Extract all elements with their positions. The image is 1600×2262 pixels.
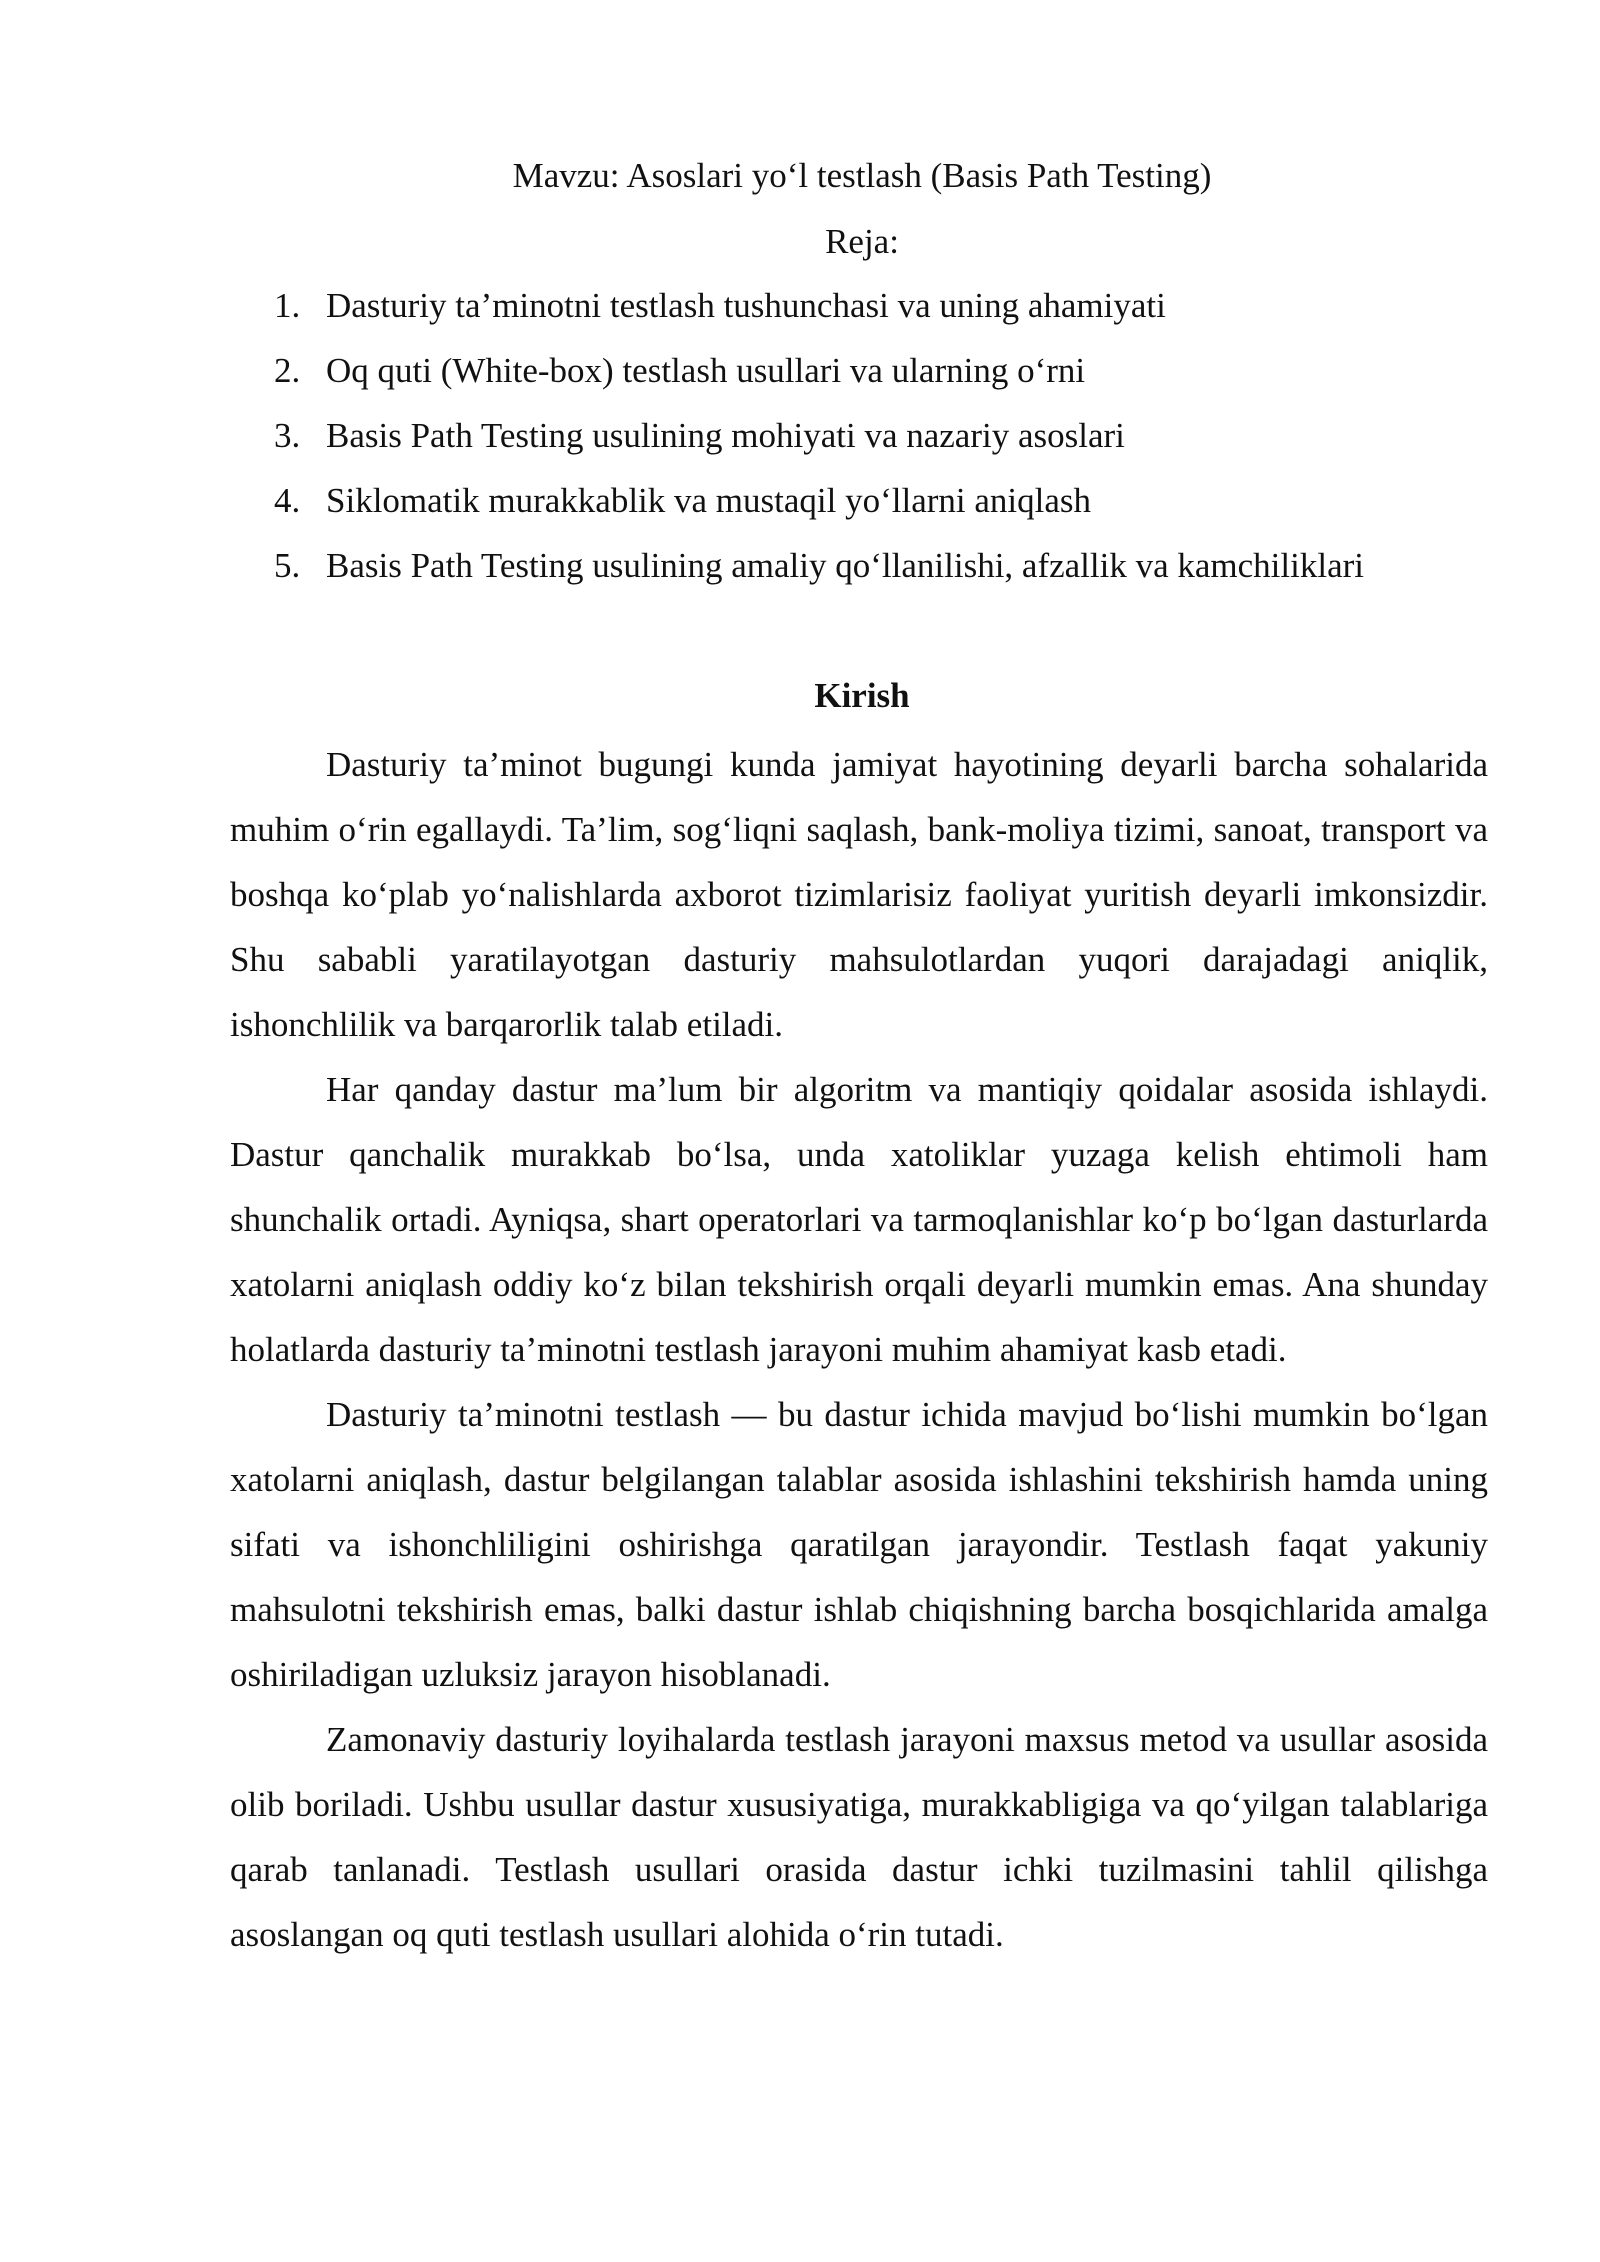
plan-heading: Reja:	[825, 222, 899, 261]
plan-item	[274, 410, 1364, 475]
plan-item-text: Dasturiy ta’minotni testlash tushunchasi va uning ahamiyati	[326, 286, 1166, 325]
body-text	[230, 732, 1488, 1967]
plan-item	[274, 280, 1364, 345]
paragraph: Dasturiy ta’minot bugungi kunda jamiyat hayotining deyarli barcha sohalarida muhim o‘rin egallaydi. Ta’lim, sog‘liqni saqlash, bank-moliya tizimi, sanoat, transport va boshqa ko‘plab yo‘nalishlarda axborot tizimlarisiz faoliyat yuritish deyarli imkonsizdir. Shu sababli yaratilayotgan dasturiy mahsulotlardan yuqori darajadagi aniqlik, ishonchlilik va barqarorlik talab etiladi.	[230, 745, 1488, 1044]
plan-item-number: 4.	[274, 481, 301, 520]
plan-item-number: 2.	[274, 351, 301, 390]
plan-item	[274, 345, 1364, 410]
plan-item-number: 3.	[274, 416, 301, 455]
paragraph: Dasturiy ta’minotni testlash — bu dastur ichida mavjud bo‘lishi mumkin bo‘lgan xatolarni aniqlash, dastur belgilangan talablar asosida ishlashini tekshirish hamda uning sifati va ishonchliligini oshirishga qaratilgan jarayondir. Testlash faqat yakuniy mahsulotni tekshirish emas, balki dastur ishlab chiqishning barcha bosqichlarida amalga oshiriladigan uzluksiz jarayon hisoblanadi.	[230, 1395, 1488, 1694]
plan-item-text: Basis Path Testing usulining amaliy qo‘llanilishi, afzallik va kamchiliklari	[326, 546, 1364, 585]
plan-item	[274, 475, 1364, 540]
plan-item-number: 1.	[274, 286, 301, 325]
section-heading: Kirish	[814, 676, 910, 715]
plan-list	[274, 280, 1364, 605]
paragraph: Har qanday dastur ma’lum bir algoritm va mantiqiy qoidalar asosida ishlaydi. Dastur qanchalik murakkab bo‘lsa, unda xatoliklar yuzaga kelish ehtimoli ham shunchalik ortadi. Ayniqsa, shart operatorlari va tarmoqlanishlar ko‘p bo‘lgan dasturlarda xatolarni aniqlash oddiy ko‘z bilan tekshirish orqali deyarli mumkin emas. Ana shunday holatlarda dasturiy ta’minotni testlash jarayoni muhim ahamiyat kasb etadi.	[230, 1070, 1488, 1369]
plan-item-text: Basis Path Testing usulining mohiyati va nazariy asoslari	[326, 416, 1125, 455]
plan-item-text: Oq quti (White-box) testlash usullari va ularning o‘rni	[326, 351, 1086, 390]
document-title: Mavzu: Asoslari yo‘l testlash (Basis Path Testing)	[512, 156, 1212, 195]
plan-item	[274, 540, 1364, 605]
paragraph: Zamonaviy dasturiy loyihalarda testlash jarayoni maxsus metod va usullar asosida olib boriladi. Ushbu usullar dastur xususiyatiga, murakkabligiga va qo‘yilgan talablariga qarab tanlanadi. Testlash usullari orasida dastur ichki tuzilmasini tahlil qilishga asoslangan oq quti testlash usullari alohida o‘rin tutadi.	[230, 1720, 1488, 1954]
plan-item-text: Siklomatik murakkablik va mustaqil yo‘llarni aniqlash	[326, 481, 1092, 520]
plan-item-number: 5.	[274, 546, 301, 585]
